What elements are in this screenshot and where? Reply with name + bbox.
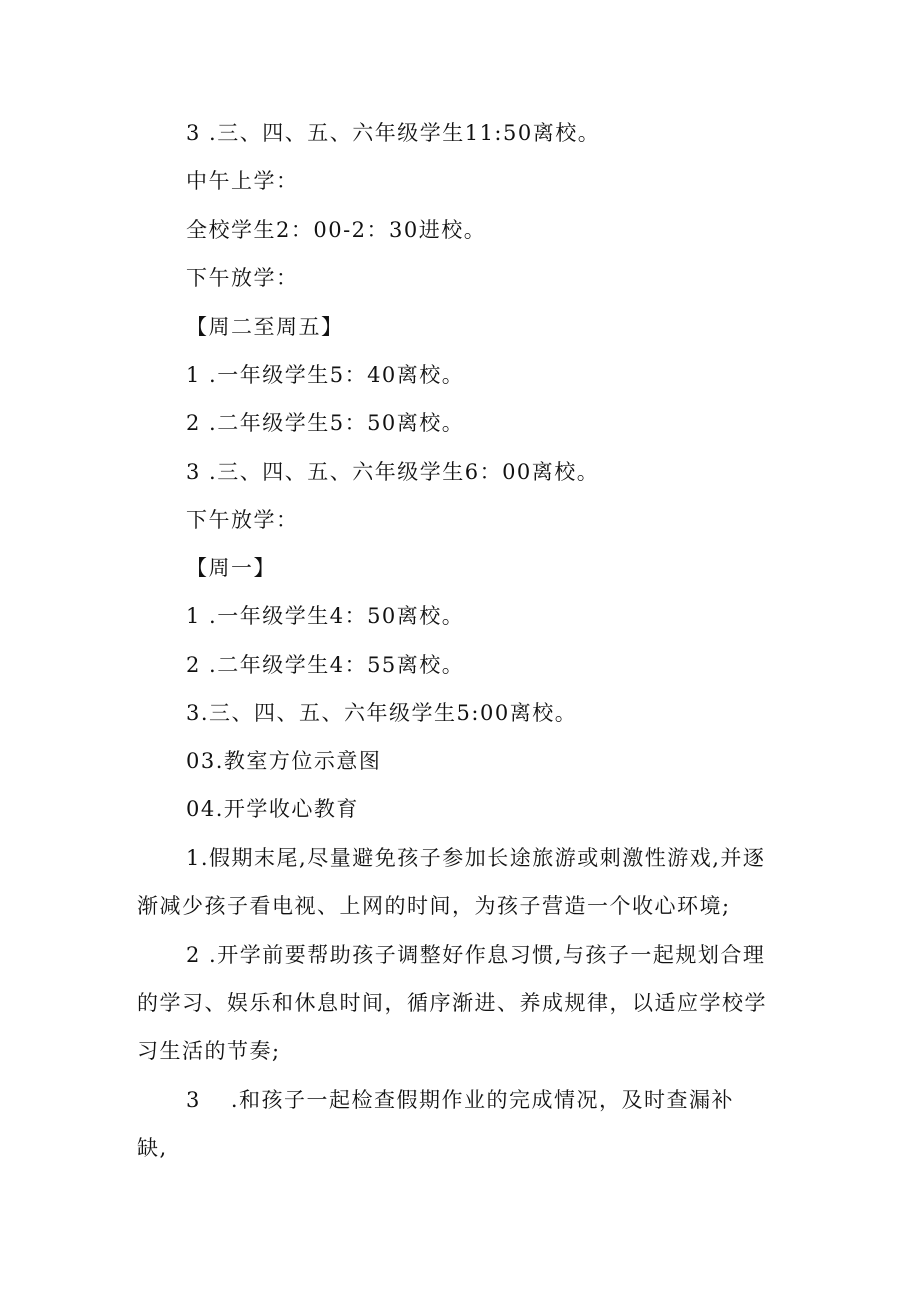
line-grade1-monday: 1 .一年级学生4：50离校。 xyxy=(186,604,465,628)
paragraph-1-line-2: 渐减少孩子看电视、上网的时间，为孩子营造一个收心环境; xyxy=(137,894,731,918)
paragraph-2-line-3: 习生活的节奏; xyxy=(137,1039,281,1063)
paragraph-1-line-1: 1.假期末尾,尽量避免孩子参加长途旅游或刺激性游戏,并逐 xyxy=(186,846,766,870)
line-afternoon-dismissal-heading-2: 下午放学： xyxy=(186,508,299,532)
paragraph-3-line-2: 缺, xyxy=(137,1136,168,1160)
line-afternoon-dismissal-heading: 下午放学： xyxy=(186,266,299,290)
line-noon-arrival-heading: 中午上学： xyxy=(186,169,299,193)
paragraph-2-line-1: 2 .开学前要帮助孩子调整好作息习惯,与孩子一起规划合理 xyxy=(186,943,766,967)
line-grade2-tue-fri: 2 .二年级学生5：50离校。 xyxy=(186,411,465,435)
line-grade3-6-tue-fri: 3 .三、四、五、六年级学生6：00离校。 xyxy=(186,460,600,484)
line-grade2-monday: 2 .二年级学生4：55离校。 xyxy=(186,653,465,677)
line-monday-heading: 【周一】 xyxy=(186,556,276,580)
paragraph-3-number: 3 xyxy=(186,1088,201,1112)
section-heading-04: 04.开学收心教育 xyxy=(186,797,359,821)
line-noon-arrival-time: 全校学生2：00-2：30进校。 xyxy=(186,218,487,242)
line-tue-fri-heading: 【周二至周五】 xyxy=(186,315,344,339)
line-grade1-tue-fri: 1 .一年级学生5：40离校。 xyxy=(186,363,465,387)
paragraph-3-line-1 xyxy=(186,1085,734,1115)
paragraph-3-text: .和孩子一起检查假期作业的完成情况，及时查漏补 xyxy=(230,1088,735,1112)
section-heading-03: 03.教室方位示意图 xyxy=(186,749,382,773)
paragraph-2-line-2: 的学习、娱乐和休息时间，循序渐进、养成规律，以适应学校学 xyxy=(137,991,767,1015)
line-grade3-6-monday: 3.三、四、五、六年级学生5:00离校。 xyxy=(186,701,578,725)
line-senior-morning-dismissal: 3 .三、四、五、六年级学生11:50离校。 xyxy=(186,121,601,145)
